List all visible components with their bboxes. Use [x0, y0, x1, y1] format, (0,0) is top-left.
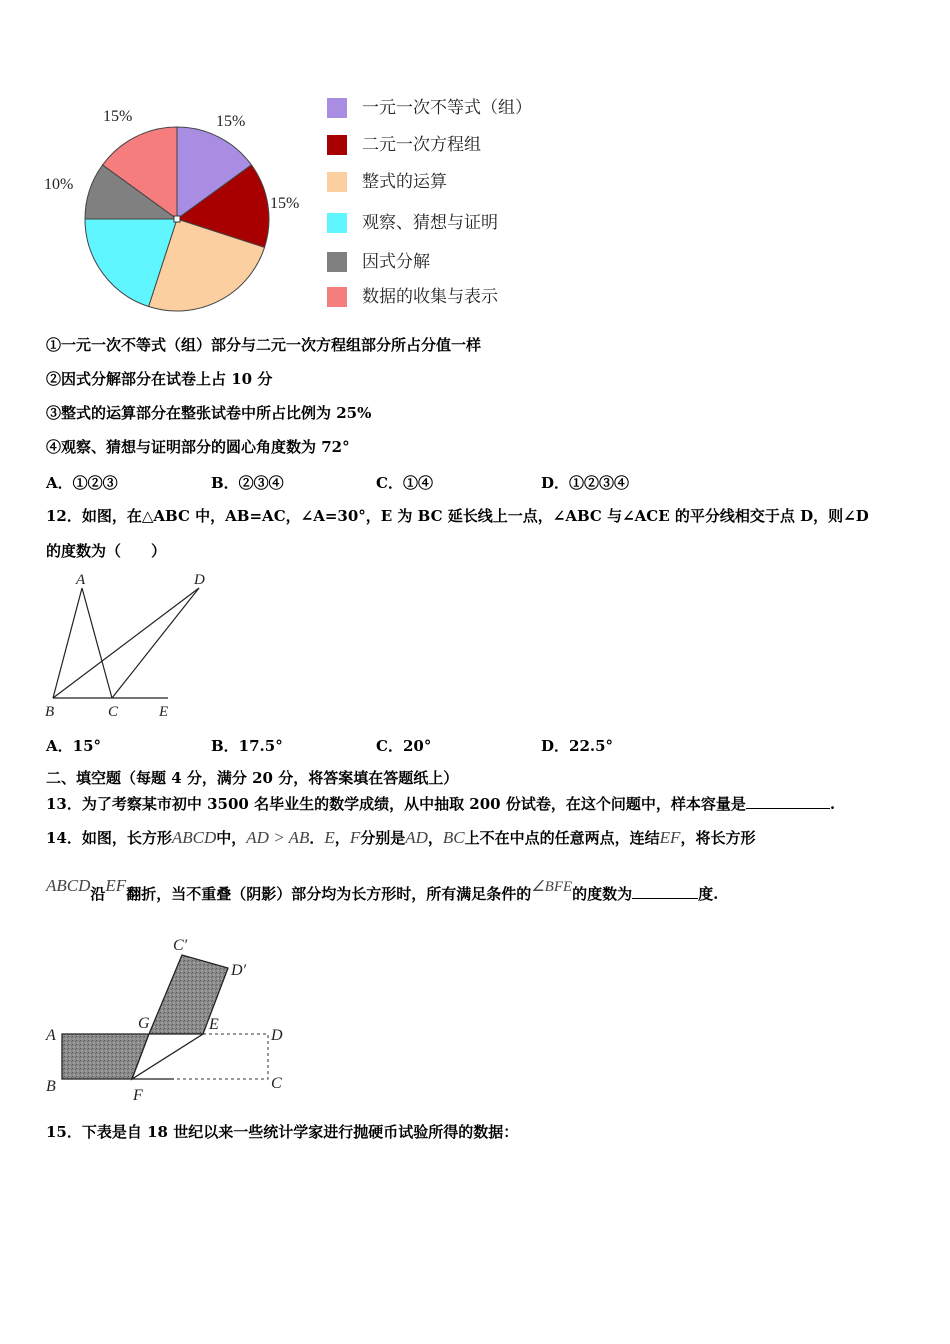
point-label-e: E	[209, 1016, 219, 1033]
line-ac	[82, 588, 112, 698]
point-label-d: D	[271, 1027, 283, 1044]
q14-fold-figure	[40, 928, 300, 1108]
q14-math: EF	[105, 876, 127, 895]
q14-part: ．	[309, 829, 325, 847]
q14-part: ，将长方形	[680, 829, 756, 847]
q14-part: 分别是	[360, 829, 406, 847]
q12-triangle-figure	[40, 568, 230, 723]
q14-part: 14．如图，长方形	[46, 829, 172, 847]
q14-part: 上不在中点的任意两点，连结	[464, 829, 660, 847]
legend-label: 二元一次方程组	[362, 135, 481, 155]
point-label-a: A	[76, 572, 86, 588]
point-label-e: E	[159, 704, 169, 720]
statement-3: ③整式的运算部分在整张试卷中所占比例为 25%	[46, 404, 372, 422]
q14-text-line2	[46, 876, 719, 905]
point-label-c: C	[271, 1075, 282, 1092]
q14-part: 度.	[698, 885, 719, 903]
statement-2: ②因式分解部分在试卷上占 10 分	[46, 370, 273, 388]
q14-answer-blank	[632, 884, 698, 899]
q11-option-d: D．①②③④	[541, 474, 630, 492]
q12-text-line1: 12．如图，在△ABC 中，AB=AC，∠A=30°，E 为 BC 延长线上一点，∠ABC 与∠ACE 的平分线相交于点 D，则∠D	[46, 507, 869, 525]
legend-label: 观察、猜想与证明	[362, 213, 498, 233]
line-bd	[53, 588, 199, 698]
legend-label: 数据的收集与表示	[362, 287, 498, 307]
q14-part: ，	[334, 829, 350, 847]
q12-text-line2: 的度数为（ ）	[46, 542, 167, 560]
point-label-b: B	[46, 1078, 56, 1095]
pct-label-top-right: 15%	[216, 113, 246, 130]
q11-option-b: B．②③④	[211, 474, 284, 492]
point-label-c-prime: C′	[173, 937, 188, 954]
legend-swatch	[327, 213, 347, 233]
legend-swatch	[327, 172, 347, 192]
legend-label: 一元一次不等式（组）	[362, 98, 532, 118]
legend-label: 整式的运算	[362, 172, 447, 192]
legend-label: 因式分解	[362, 252, 430, 272]
line-ab	[53, 588, 82, 698]
q14-part: 的度数为	[572, 885, 633, 903]
q14-math: ∠BFE	[531, 879, 573, 895]
point-label-f: F	[133, 1087, 143, 1104]
section-title: 二、填空题（每题 4 分，满分 20 分，将答案填在答题纸上）	[46, 769, 459, 787]
q13-text	[46, 794, 835, 814]
pct-label-right: 15%	[270, 195, 300, 212]
point-label-b: B	[45, 704, 55, 720]
q12-option-c: C．20°	[376, 737, 432, 755]
point-label-d-prime: D′	[231, 962, 247, 979]
pct-label-left: 10%	[44, 176, 74, 193]
q14-math: EF	[659, 828, 681, 847]
legend-swatch	[327, 252, 347, 272]
q12-option-d: D．22.5°	[541, 737, 614, 755]
q14-part: 翻折，当不重叠（阴影）部分均为长方形时，所有满足条件的	[126, 885, 532, 903]
q14-part: ，	[427, 829, 443, 847]
q11-option-a: A．①②③	[46, 474, 118, 492]
q14-math: E	[324, 828, 335, 847]
q14-text-line1	[46, 828, 755, 848]
q14-math: ABCD	[171, 828, 217, 847]
statement-4: ④观察、猜想与证明部分的圆心角度数为 72°	[46, 438, 350, 456]
q13-answer-blank	[746, 794, 830, 809]
q14-math: ABCD	[46, 876, 91, 895]
q14-math: BC	[442, 828, 465, 847]
q12-option-a: A．15°	[46, 737, 102, 755]
q14-math: AD	[405, 828, 428, 847]
point-label-c: C	[108, 704, 119, 720]
q12-option-b: B．17.5°	[211, 737, 283, 755]
legend-swatch	[327, 98, 347, 118]
q11-option-c: C．①④	[376, 474, 433, 492]
point-label-g: G	[138, 1015, 150, 1032]
center-marker	[174, 216, 180, 222]
q13-end: .	[829, 795, 836, 813]
point-label-d: D	[194, 572, 205, 588]
legend-swatch	[327, 135, 347, 155]
q14-part: 中，	[216, 829, 247, 847]
q13-body: 13．为了考察某市初中 3500 名毕业生的数学成绩，从中抽取 200 份试卷，在这个问题中，样本容量是	[46, 795, 746, 813]
q14-math: F	[349, 828, 361, 847]
q14-math: AD > AB	[246, 828, 310, 847]
statement-1: ①一元一次不等式（组）部分与二元一次方程组部分所占分值一样	[46, 336, 482, 354]
point-label-a: A	[46, 1027, 56, 1044]
legend-swatch	[327, 287, 347, 307]
q15-text: 15．下表是自 18 世纪以来一些统计学家进行抛硬币试验所得的数据：	[46, 1123, 519, 1141]
q14-part: 沿	[90, 885, 106, 903]
pct-label-top-left: 15%	[103, 108, 133, 125]
